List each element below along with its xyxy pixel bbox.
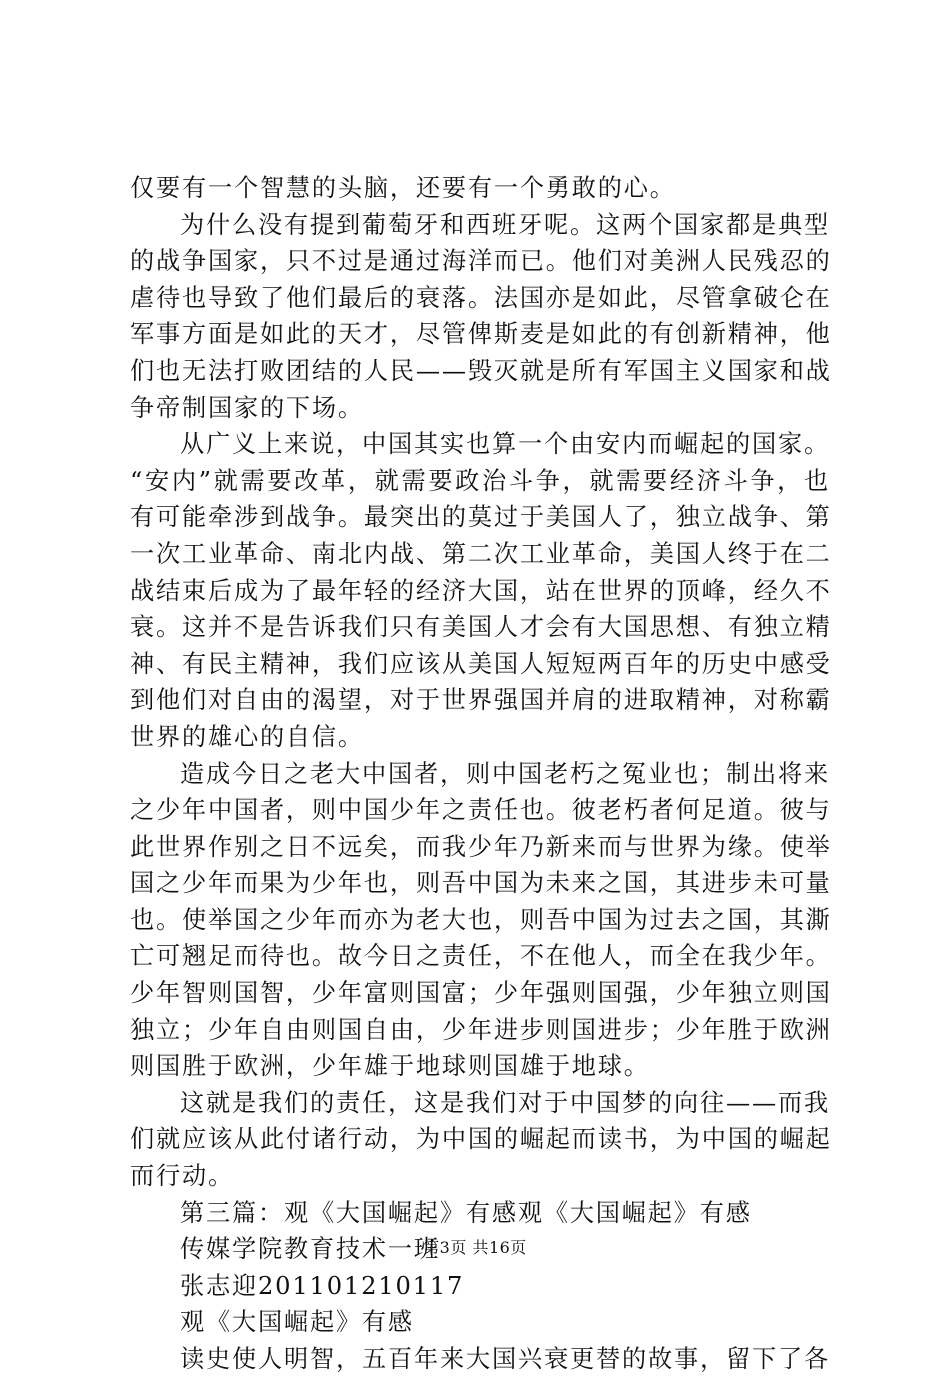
text-line: 神、有民主精神，我们应该从美国人短短两百年的历史中感受: [130, 649, 832, 678]
text-line: 战结束后成为了最年轻的经济大国，站在世界的顶峰，经久不: [130, 576, 832, 605]
text-line: 传媒学院教育技术一班: [180, 1235, 440, 1264]
text-line: 仅要有一个智慧的头脑，还要有一个勇敢的心。: [130, 174, 676, 202]
text-line: 亡可翘足而待也。故今日之责任，不在他人，而全在我少年。: [130, 942, 832, 971]
text-line: 则国胜于欧洲，少年雄于地球则国雄于地球。: [130, 1052, 650, 1081]
text-line: 此世界作别之日不远矣，而我少年乃新来而与世界为缘。使举: [130, 832, 832, 861]
body-text: [130, 170, 830, 1378]
text-line: 也。使举国之少年而亦为老大也，则吾中国为过去之国，其澌: [130, 905, 832, 934]
text-line: 虐待也导致了他们最后的衰落。法国亦是如此，尽管拿破仑在: [130, 283, 832, 312]
text-line: 而行动。: [130, 1162, 234, 1191]
text-line: 衰。这并不是告诉我们只有美国人才会有大国思想、有独立精: [130, 613, 832, 642]
text-line: 张志迎201101210117: [180, 1271, 465, 1300]
text-line: 们就应该从此付诸行动，为中国的崛起而读书，为中国的崛起: [130, 1125, 832, 1154]
text-line: 少年智则国智，少年富则国富；少年强则国强，少年独立则国: [130, 979, 832, 1008]
text-line: 读史使人明智，五百年来大国兴衰更替的故事，留下了各: [180, 1345, 830, 1373]
text-line: 这就是我们的责任，这是我们对于中国梦的向往——而我: [180, 1088, 830, 1117]
page-footer: 第3页 共16页: [423, 1238, 527, 1257]
text-line: 第三篇：观《大国崛起》有感观《大国崛起》有感: [180, 1198, 752, 1227]
text-line: 独立；少年自由则国自由，少年进步则国进步；少年胜于欧洲: [130, 1015, 832, 1044]
text-line: 一次工业革命、南北内战、第二次工业革命，美国人终于在二: [130, 539, 832, 568]
text-line: 军事方面是如此的天才，尽管俾斯麦是如此的有创新精神，他: [130, 320, 832, 349]
text-line: 国之少年而果为少年也，则吾中国为未来之国，其进步未可量: [130, 869, 832, 898]
text-line: 的战争国家，只不过是通过海洋而已。他们对美洲人民残忍的: [130, 247, 832, 276]
text-line: 造成今日之老大中国者，则中国老朽之冤业也；制出将来: [180, 759, 830, 788]
text-line: 到他们对自由的渴望，对于世界强国并肩的进取精神，对称霸: [130, 686, 832, 715]
text-line: 从广义上来说，中国其实也算一个由安内而崛起的国家。: [180, 430, 830, 459]
text-line: “安内”就需要改革，就需要政治斗争，就需要经济斗争，也: [130, 466, 830, 495]
text-line: 为什么没有提到葡萄牙和西班牙呢。这两个国家都是典型: [180, 210, 830, 239]
text-line: 之少年中国者，则中国少年之责任也。彼老朽者何足道。彼与: [130, 796, 832, 825]
text-line: 观《大国崛起》有感: [180, 1308, 414, 1337]
text-line: 有可能牵涉到战争。最突出的莫过于美国人了，独立战争、第: [130, 503, 832, 532]
text-line: 争帝制国家的下场。: [130, 393, 364, 422]
text-line: 世界的雄心的自信。: [130, 722, 364, 751]
text-line: 们也无法打败团结的人民——毁灭就是所有军国主义国家和战: [130, 356, 832, 385]
